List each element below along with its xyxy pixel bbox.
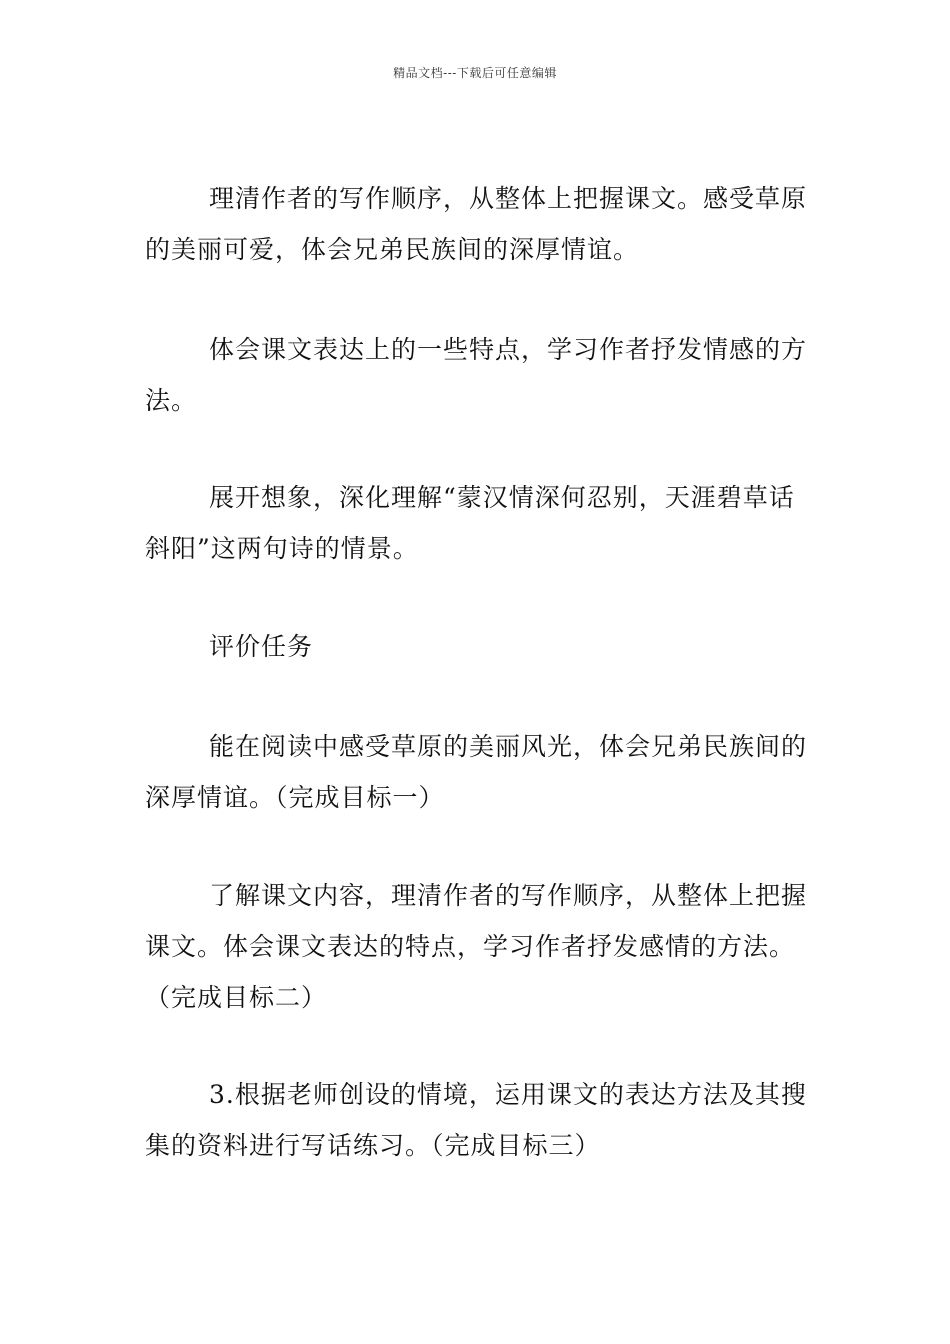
paragraph-line: 体会课文表达上的一些特点，学习作者抒发情感的方 xyxy=(209,335,808,364)
paragraph-objective-1 xyxy=(145,173,810,275)
paragraph-evaluation-3 xyxy=(145,1069,810,1171)
paragraph-line: 理清作者的写作顺序，从整体上把握课文。感受草原 xyxy=(209,184,808,213)
paragraph-objective-3 xyxy=(145,472,810,574)
paragraph-line: 课文。体会课文表达的特点，学习作者抒发感情的方法。 xyxy=(145,932,796,961)
paragraph-line: 集的资料进行写话练习。（完成目标三） xyxy=(145,1131,601,1160)
paragraph-line: 的美丽可爱，体会兄弟民族间的深厚情谊。 xyxy=(145,235,640,264)
paragraph-line: 能在阅读中感受草原的美丽风光，体会兄弟民族间的 xyxy=(209,732,808,761)
page-header: 精品文档---下载后可任意编辑 xyxy=(393,66,557,80)
paragraph-evaluation-2 xyxy=(145,870,810,1023)
paragraph-line: 深厚情谊。（完成目标一） xyxy=(145,783,445,812)
section-heading-text: 评价任务 xyxy=(209,632,314,661)
section-heading-evaluation xyxy=(145,621,810,672)
paragraph-line: 3.根据老师创设的情境，运用课文的表达方法及其搜 xyxy=(209,1080,807,1109)
paragraph-line: 斜阳”这两句诗的情景。 xyxy=(145,534,419,563)
paragraph-evaluation-1 xyxy=(145,721,810,823)
paragraph-objective-2 xyxy=(145,324,810,426)
paragraph-line: 展开想象，深化理解“蒙汉情深何忍别，天涯碧草话 xyxy=(209,483,795,512)
paragraph-line: （完成目标二） xyxy=(145,983,328,1012)
paragraph-line: 法。 xyxy=(145,386,198,415)
paragraph-line: 了解课文内容，理清作者的写作顺序，从整体上把握 xyxy=(209,881,808,910)
